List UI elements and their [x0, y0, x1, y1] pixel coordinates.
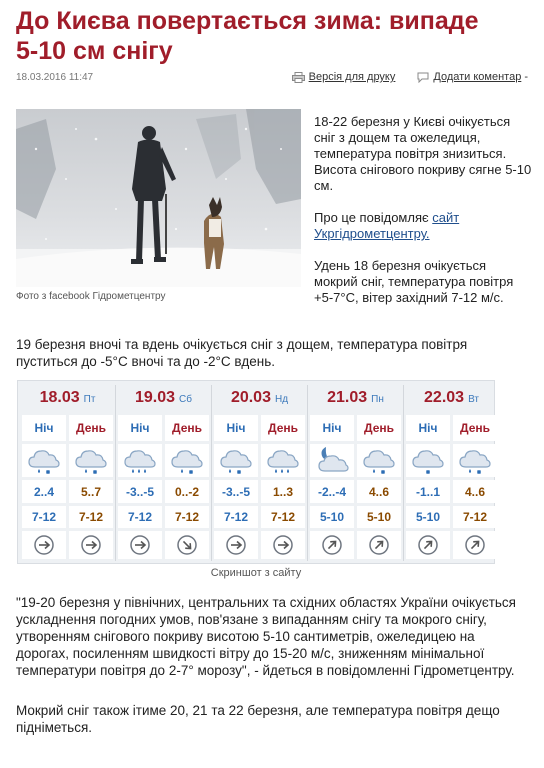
night-weather-icon-cell: [118, 444, 162, 477]
night-wind-direction: [310, 531, 354, 559]
night-label: [310, 415, 354, 441]
cloud-rain-snow-icon: [73, 445, 109, 477]
screenshot-caption: Скриншот з сайту: [210, 567, 302, 579]
night-label: [118, 415, 162, 441]
day-wind-direction: [165, 531, 209, 559]
day-weather-icon-cell: [357, 444, 401, 477]
cloud-rain-icon: [122, 445, 158, 477]
day-weekday: Пн: [371, 394, 384, 405]
wind-direction-east-icon: [272, 534, 294, 556]
day-date: 20.03: [230, 389, 271, 406]
night-temperature-value: -1..1: [415, 484, 440, 499]
day-temperature-value: 4..6: [368, 484, 389, 499]
article-photo: [16, 109, 301, 287]
night-wind-speed-value: 7-12: [127, 510, 153, 524]
day-temperature-value: 4..6: [464, 484, 485, 499]
article-title-line-2: 5-10 см снігу: [16, 37, 173, 65]
wind-direction-northeast-icon: [464, 534, 486, 556]
day-temperature: [357, 480, 401, 503]
photo-caption: Фото з facebook Гідрометцентру: [16, 291, 166, 302]
print-version-link[interactable]: [292, 71, 396, 83]
wind-direction-east-icon: [129, 534, 151, 556]
night-weather-icon-cell: [214, 444, 258, 477]
side-paragraph-2: [314, 210, 532, 242]
wind-direction-east-icon: [225, 534, 247, 556]
day-weather-icon-cell: [453, 444, 497, 477]
cloud-rain-icon: [265, 445, 301, 477]
day-label-text: День: [364, 421, 394, 435]
night-weather-icon-cell: [310, 444, 354, 477]
day-weather-icon-cell: [261, 444, 305, 477]
night-label: [214, 415, 258, 441]
night-wind-speed: [118, 506, 162, 528]
cloud-rain-snow-icon: [457, 445, 493, 477]
night-temperature: [310, 480, 354, 503]
day-label: [453, 415, 497, 441]
night-wind-speed-value: 7-12: [223, 510, 249, 524]
night-wind-speed: [310, 506, 354, 528]
day-temperature-value: 5..7: [80, 484, 101, 499]
day-separator: [403, 385, 404, 561]
night-temperature: [118, 480, 162, 503]
day-temperature: [69, 480, 113, 503]
day-wind-direction: [453, 531, 497, 559]
comment-icon: [417, 72, 429, 83]
day-header: [310, 381, 401, 415]
moon-cloud-icon: [314, 445, 350, 477]
side-paragraph-1: 18-22 березня у Києві очікується сніг з дощем та ожеледиця, температура повітря знизиться. Висота снігового покриву сягне 5-10 см.: [314, 114, 532, 193]
night-label: [22, 415, 66, 441]
day-wind-speed-value: 7-12: [174, 510, 200, 524]
wind-direction-east-icon: [33, 534, 55, 556]
day-temperature-value: 0..-2: [174, 484, 199, 499]
day-weekday: Вт: [468, 394, 479, 405]
night-wind-speed: [406, 506, 450, 528]
day-separator: [307, 385, 308, 561]
side-paragraph-2-text: Про це повідомляє: [314, 210, 433, 225]
night-wind-direction: [406, 531, 450, 559]
night-temperature: [406, 480, 450, 503]
night-wind-speed: [22, 506, 66, 528]
day-temperature: [165, 480, 209, 503]
paragraph-last: Мокрий сніг також ітиме 20, 21 та 22 березня, але температура повітря дещо підніметься.: [16, 703, 500, 735]
night-temperature-value: 2..4: [33, 484, 54, 499]
day-date: 18.03: [39, 389, 80, 406]
day-temperature: [453, 480, 497, 503]
day-header: [118, 381, 209, 415]
article-date: 18.03.2016 11:47: [16, 72, 94, 83]
night-temperature-value: -2..-4: [317, 484, 346, 499]
day-separator: [211, 385, 212, 561]
day-label-text: День: [460, 421, 490, 435]
wind-direction-southeast-icon: [176, 534, 198, 556]
day-header: [22, 381, 113, 415]
day-temperature: [261, 480, 305, 503]
day-weekday: Пт: [83, 394, 96, 405]
night-label-text: Ніч: [226, 421, 246, 435]
comment-suffix: -: [524, 71, 528, 83]
day-date: 22.03: [424, 389, 465, 406]
article-title: [16, 6, 536, 66]
wind-direction-northeast-icon: [417, 534, 439, 556]
day-wind-speed: [357, 506, 401, 528]
wind-direction-northeast-icon: [321, 534, 343, 556]
day-wind-speed: [453, 506, 497, 528]
day-separator: [115, 385, 116, 561]
day-wind-speed: [69, 506, 113, 528]
day-wind-speed-value: 5-10: [366, 510, 392, 524]
day-wind-direction: [357, 531, 401, 559]
night-label-text: Ніч: [34, 421, 54, 435]
day-header: [214, 381, 305, 415]
day-wind-direction: [69, 531, 113, 559]
article-title-line-1: До Києва повертається зима: випаде: [16, 7, 479, 35]
night-temperature-value: -3..-5: [125, 484, 154, 499]
day-weekday: Сб: [179, 394, 192, 405]
day-date: 21.03: [327, 389, 368, 406]
night-temperature: [214, 480, 258, 503]
snowflake-icon: [410, 445, 446, 477]
day-weather-icon-cell: [165, 444, 209, 477]
night-wind-direction: [118, 531, 162, 559]
night-weather-icon-cell: [22, 444, 66, 477]
day-wind-speed-value: 7-12: [78, 510, 104, 524]
day-label-text: День: [268, 421, 298, 435]
night-label-text: Ніч: [130, 421, 150, 435]
cloud-rain-snow-icon: [26, 445, 62, 477]
print-version-label: Версія для друку: [308, 71, 396, 83]
day-weather-icon-cell: [69, 444, 113, 477]
day-label: [69, 415, 113, 441]
paragraph-1: 19 березня вночі та вдень очікується сніг з дощем, температура повітря пуститься до -5°C вночі та до -2°C вдень.: [16, 337, 468, 369]
night-label-text: Ніч: [418, 421, 438, 435]
day-label-text: День: [172, 421, 202, 435]
paragraph-quote: "19-20 березня у північних, центральних та східних областях України очікується ускладнення погодних умов, пов'язане з випаданням снігу та мокрого снігу, утворенням снігового покриву висотою 5-10 сантиметрів, ожеледицею на дорогах, посиленням швидкості вітру до 15-20 м/с, зниженням мінімальної температури повітря до 2-7° морозу", - йдеться в повідомленні Гідрометцентру.: [16, 595, 516, 678]
night-label-text: Ніч: [322, 421, 342, 435]
night-wind-speed-value: 5-10: [319, 510, 345, 524]
night-weather-icon-cell: [406, 444, 450, 477]
night-temperature: [22, 480, 66, 503]
day-date: 19.03: [135, 389, 176, 406]
wind-direction-east-icon: [80, 534, 102, 556]
day-wind-speed-value: 7-12: [270, 510, 296, 524]
night-wind-speed-value: 5-10: [415, 510, 441, 524]
day-temperature-value: 1..3: [272, 484, 293, 499]
cloud-rain-snow-icon: [361, 445, 397, 477]
side-paragraph-3: Удень 18 березня очікується мокрий сніг, температура повітря +5-7°C, вітер західний 7-12 м/с.: [314, 258, 514, 305]
weather-forecast-table: [17, 380, 495, 564]
hydromet-site-link[interactable]: сайт Укргідрометцентру.: [314, 210, 460, 241]
day-weekday: Нд: [274, 394, 289, 405]
day-label: [261, 415, 305, 441]
night-wind-direction: [22, 531, 66, 559]
day-label-text: День: [76, 421, 106, 435]
cloud-snow-icon: [218, 445, 254, 477]
article-actions: [292, 71, 528, 83]
day-label: [165, 415, 209, 441]
day-header: [406, 381, 497, 415]
day-wind-direction: [261, 531, 305, 559]
cloud-rain-snow-icon: [169, 445, 205, 477]
night-wind-direction: [214, 531, 258, 559]
day-label: [357, 415, 401, 441]
night-temperature-value: -3..-5: [221, 484, 250, 499]
night-wind-speed-value: 7-12: [31, 510, 57, 524]
add-comment-link[interactable]: [417, 71, 521, 83]
night-label: [406, 415, 450, 441]
day-wind-speed: [261, 506, 305, 528]
printer-icon: [292, 72, 305, 83]
night-wind-speed: [214, 506, 258, 528]
wind-direction-northeast-icon: [368, 534, 390, 556]
day-wind-speed-value: 7-12: [462, 510, 488, 524]
add-comment-label: Додати коментар: [433, 71, 522, 83]
article-meta: [16, 71, 528, 87]
day-wind-speed: [165, 506, 209, 528]
